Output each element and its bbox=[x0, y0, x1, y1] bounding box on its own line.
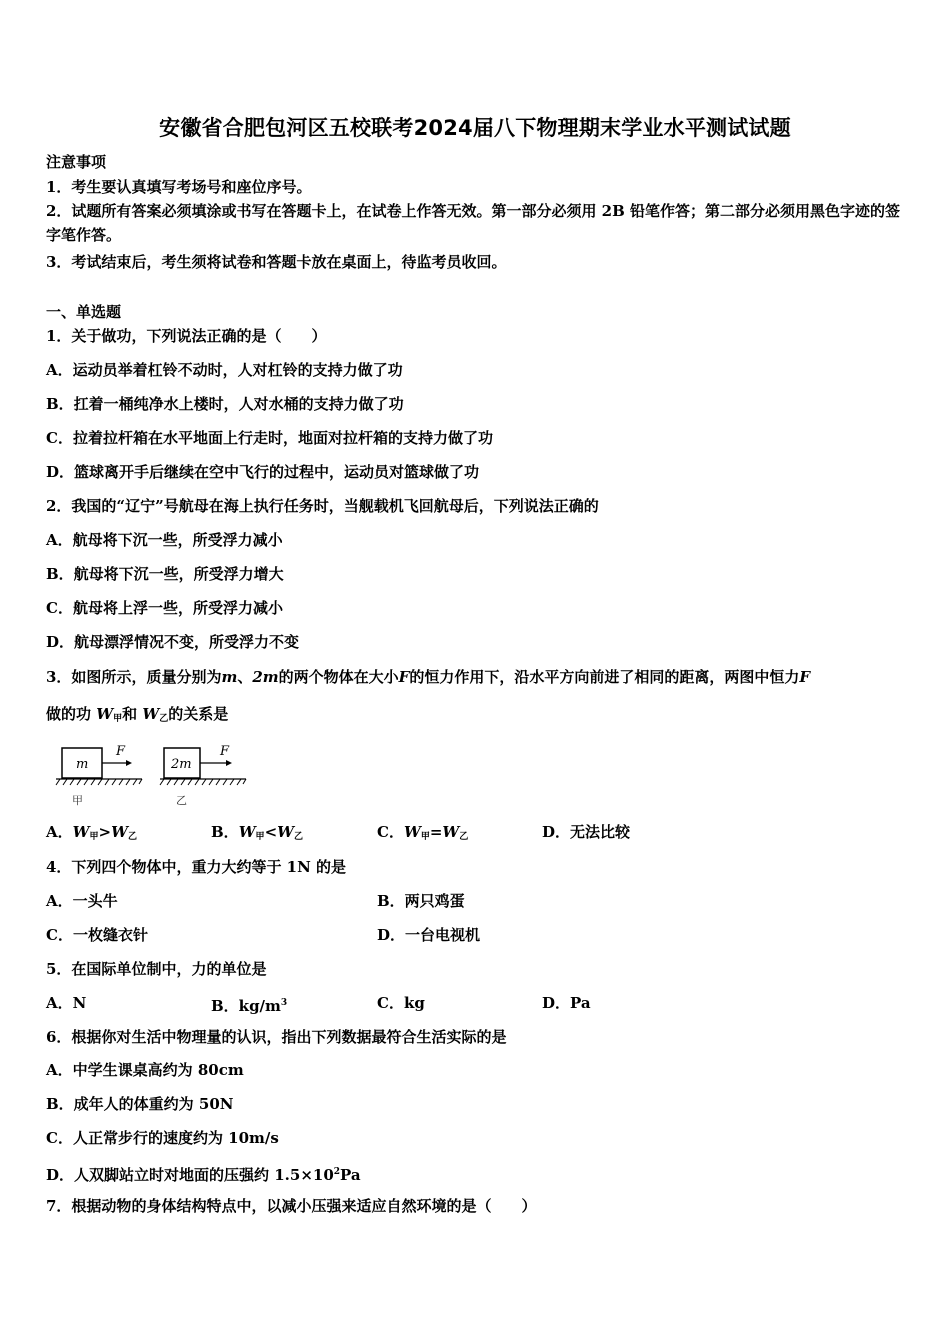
q5-option-c: C．kg bbox=[377, 994, 425, 1012]
q3-text-2: 的两个物体在大小 bbox=[278, 668, 399, 686]
q3-option-c bbox=[377, 822, 468, 847]
notice-heading: 注意事项 bbox=[46, 153, 107, 171]
q3-b-letter: B． bbox=[211, 823, 239, 841]
ground-hatch-left bbox=[56, 779, 142, 785]
q3-mass-2m: 2m bbox=[252, 668, 279, 686]
q5-option-d: D．Pa bbox=[542, 994, 591, 1012]
q2-option-a: A．航母将下沉一些，所受浮力减小 bbox=[46, 531, 283, 549]
q1-stem: 1．关于做功，下列说法正确的是（ ） bbox=[46, 327, 327, 345]
block-m-label: m bbox=[76, 757, 89, 772]
caption-right: 乙 bbox=[176, 794, 187, 807]
q3-b-op: < bbox=[264, 823, 278, 841]
q4-stem: 4．下列四个物体中，重力大约等于 1N 的是 bbox=[46, 858, 347, 876]
q3-b-sub1: 甲 bbox=[255, 832, 265, 842]
q3-a-w2: W bbox=[111, 823, 128, 841]
q3-sep: 、 bbox=[237, 668, 253, 686]
ground-hatch-right bbox=[160, 779, 246, 785]
q5-b-sup: 3 bbox=[280, 998, 288, 1008]
q3-sub-yi: 乙 bbox=[159, 714, 169, 724]
q3-stem-line1 bbox=[46, 667, 810, 687]
q3-a-sub1: 甲 bbox=[89, 832, 99, 842]
q5-stem: 5．在国际单位制中，力的单位是 bbox=[46, 960, 267, 978]
q7-stem: 7．根据动物的身体结构特点中，以减小压强来适应自然环境的是（ ） bbox=[46, 1197, 537, 1215]
q3-sub-jia: 甲 bbox=[113, 714, 123, 724]
page-title: 安徽省合肥包河区五校联考2024届八下物理期末学业水平测试试题 bbox=[159, 116, 791, 140]
notice-item-2: 2．试题所有答案必须填涂或书写在答题卡上，在试卷上作答无效。第一部分必须用 2B 铅笔作答；第二部分必须用黑色字迹的签字笔作答。 bbox=[46, 202, 901, 244]
q3-option-a bbox=[46, 822, 137, 847]
force-label-left: F bbox=[116, 744, 126, 759]
q3-text-4: 做的功 bbox=[46, 705, 92, 723]
q6-d-sup: 2 bbox=[333, 1167, 341, 1177]
q5-option-a: A．N bbox=[46, 994, 87, 1012]
force-arrowhead-left bbox=[126, 760, 132, 766]
q3-mass-m: m bbox=[221, 668, 238, 686]
q2-option-c: C．航母将上浮一些，所受浮力减小 bbox=[46, 599, 283, 617]
q6-d-unit: Pa bbox=[340, 1166, 361, 1184]
q2-stem: 2．我国的“辽宁”号航母在海上执行任务时，当舰载机飞回航母后，下列说法正确的 bbox=[46, 497, 599, 515]
q2-option-b: B．航母将下沉一些，所受浮力增大 bbox=[46, 565, 284, 583]
q3-force-f: F bbox=[398, 668, 410, 686]
q3-text-1: 3．如图所示，质量分别为 bbox=[46, 668, 222, 686]
block-2m-label: 2m bbox=[171, 757, 192, 772]
q1-option-a: A．运动员举着杠铃不动时，人对杠铃的支持力做了功 bbox=[46, 361, 403, 379]
q2-option-d: D．航母漂浮情况不变，所受浮力不变 bbox=[46, 633, 300, 651]
q3-force-f-2: F bbox=[799, 668, 810, 686]
q4-option-d: D．一台电视机 bbox=[377, 926, 481, 944]
q3-c-sub1: 甲 bbox=[420, 832, 430, 842]
q6-option-d bbox=[46, 1162, 361, 1185]
q3-option-b bbox=[211, 822, 303, 847]
force-arrowhead-right bbox=[226, 760, 232, 766]
q3-text-5: 的关系是 bbox=[168, 705, 229, 723]
q4-option-c: C．一枚缝衣针 bbox=[46, 926, 148, 944]
q5-b-text: B．kg/m bbox=[211, 997, 281, 1015]
q3-option-d: D．无法比较 bbox=[542, 823, 631, 841]
figure-right bbox=[160, 744, 246, 807]
q1-option-b: B．扛着一桶纯净水上楼时，人对水桶的支持力做了功 bbox=[46, 395, 404, 413]
q3-c-letter: C． bbox=[377, 823, 404, 841]
q4-option-b: B．两只鸡蛋 bbox=[377, 892, 465, 910]
q3-c-sub2: 乙 bbox=[459, 832, 469, 842]
q6-option-a: A．中学生课桌高约为 80cm bbox=[46, 1061, 244, 1079]
q3-stem-line2 bbox=[46, 704, 228, 729]
q5-option-b bbox=[211, 993, 287, 1016]
section-heading: 一、单选题 bbox=[46, 303, 122, 321]
q3-c-w2: W bbox=[442, 823, 460, 841]
q3-b-w: W bbox=[238, 823, 256, 841]
q3-text-3: 的恒力作用下，沿水平方向前进了相同的距离，两图中恒力 bbox=[409, 668, 800, 686]
q1-option-d: D．篮球离开手后继续在空中飞行的过程中，运动员对篮球做了功 bbox=[46, 463, 480, 481]
q6-d-text: D．人双脚站立时对地面的压强约 1.5×10 bbox=[46, 1166, 334, 1184]
figure-left bbox=[56, 744, 142, 807]
force-label-right: F bbox=[220, 744, 230, 759]
q1-option-c: C．拉着拉杆箱在水平地面上行走时，地面对拉杆箱的支持力做了功 bbox=[46, 429, 493, 447]
q3-a-sub2: 乙 bbox=[127, 832, 137, 842]
q4-option-a: A．一头牛 bbox=[46, 892, 118, 910]
q3-a-letter: A． bbox=[46, 823, 73, 841]
q3-work-w-2: W bbox=[142, 705, 160, 723]
q3-c-op: = bbox=[429, 823, 443, 841]
q6-stem: 6．根据你对生活中物理量的认识，指出下列数据最符合生活实际的是 bbox=[46, 1028, 507, 1046]
q6-option-b: B．成年人的体重约为 50N bbox=[46, 1095, 234, 1113]
q6-option-c: C．人正常步行的速度约为 10m/s bbox=[46, 1129, 279, 1147]
q3-b-sub2: 乙 bbox=[294, 832, 304, 842]
q3-a-op: > bbox=[98, 823, 112, 841]
q3-a-w: W bbox=[72, 823, 90, 841]
notice-item-3: 3．考试结束后，考生须将试卷和答题卡放在桌面上，待监考员收回。 bbox=[46, 253, 507, 271]
q3-text-he: 和 bbox=[122, 705, 138, 723]
caption-left: 甲 bbox=[72, 794, 83, 807]
q3-c-w: W bbox=[403, 823, 421, 841]
q3-figure bbox=[54, 742, 254, 812]
q3-work-w: W bbox=[96, 705, 114, 723]
notice-item-1: 1．考生要认真填写考场号和座位序号。 bbox=[46, 178, 312, 196]
q3-b-w2: W bbox=[277, 823, 294, 841]
